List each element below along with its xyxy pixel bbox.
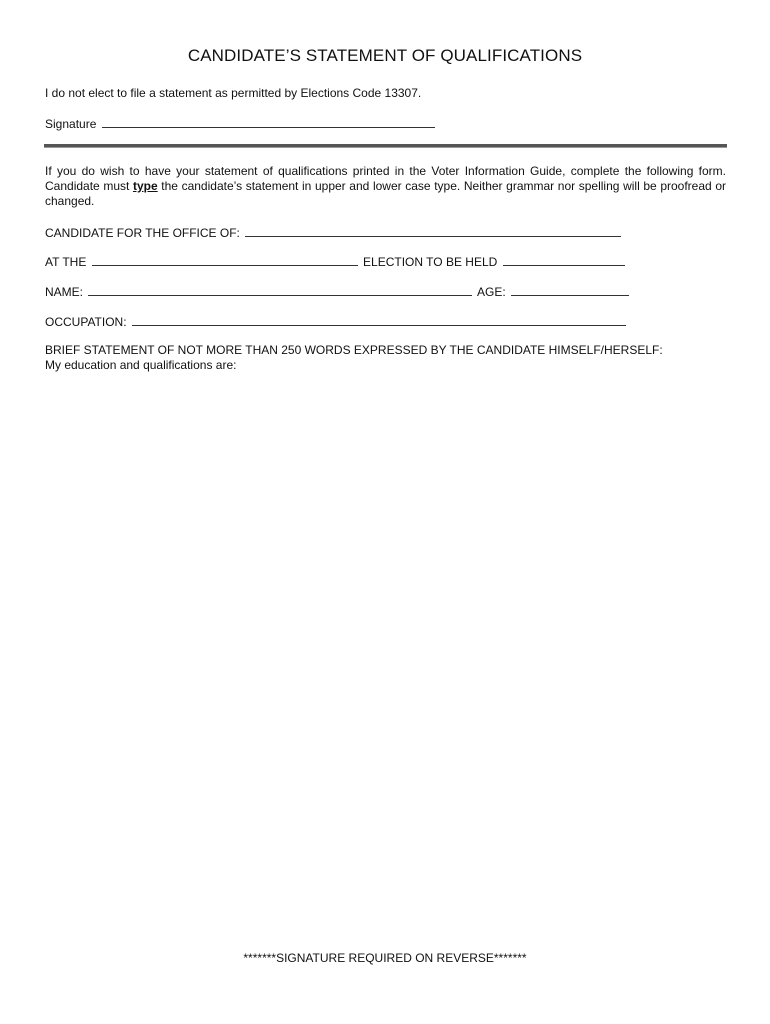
occupation-field[interactable] <box>132 314 626 326</box>
instructions-emphasis: type <box>132 179 158 193</box>
election-type-field[interactable] <box>92 254 358 266</box>
signature-label: Signature <box>45 117 97 131</box>
election-date-field[interactable] <box>503 254 625 266</box>
statement-heading: BRIEF STATEMENT OF NOT MORE THAN 250 WORDS EXPRESSED BY THE CANDIDATE HIMSELF/HERSELF: <box>45 343 663 357</box>
document-title: CANDIDATE’S STATEMENT OF QUALIFICATIONS <box>187 46 583 65</box>
office-row <box>45 225 623 240</box>
instructions-paragraph <box>45 164 726 209</box>
election-held-label: ELECTION TO BE HELD <box>363 255 498 269</box>
age-label: AGE: <box>477 285 506 299</box>
opt-out-statement: I do not elect to file a statement as permitted by Elections Code 13307. <box>45 86 422 100</box>
occupation-label: OCCUPATION: <box>45 315 127 329</box>
signature-field[interactable] <box>102 116 435 128</box>
occupation-row <box>45 314 628 329</box>
education-label: My education and qualifications are: <box>45 358 237 372</box>
section-divider <box>44 144 727 148</box>
at-the-label: AT THE <box>45 255 87 269</box>
election-row <box>45 254 627 269</box>
office-field[interactable] <box>245 225 621 237</box>
name-label: NAME: <box>45 285 84 299</box>
signature-required-notice: *******SIGNATURE REQUIRED ON REVERSE******* <box>243 951 527 965</box>
instructions-text-1: If you do wish to have your statement of qualifications printed in the Voter Information Guide, complete the following form. Candidate must <box>45 164 726 193</box>
age-field[interactable] <box>511 284 629 296</box>
office-label: CANDIDATE FOR THE OFFICE OF: <box>45 226 240 240</box>
instructions-text-2: the candidate’s statement in upper and lower case type. Neither grammar nor spelling will be proofread or changed. <box>45 179 726 208</box>
name-field[interactable] <box>88 284 472 296</box>
signature-row <box>45 116 437 131</box>
name-row <box>45 284 631 299</box>
